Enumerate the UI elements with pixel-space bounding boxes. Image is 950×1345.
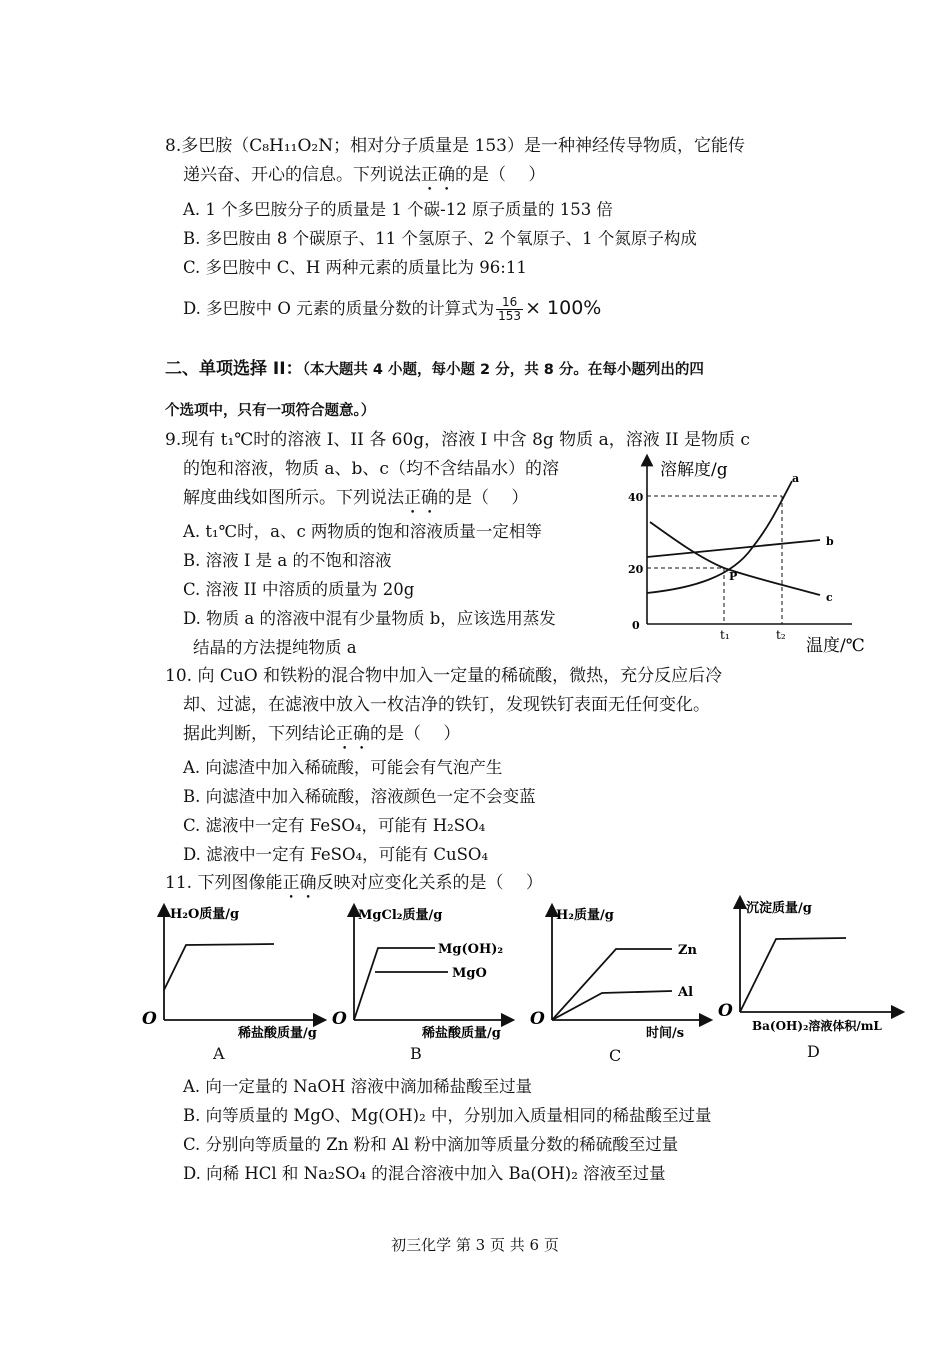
q11-option-b: B. 向等质量的 MgO、Mg(OH)₂ 中，分别加入质量相同的稀盐酸至过量 bbox=[183, 1106, 712, 1125]
curve-a bbox=[647, 481, 792, 593]
q9-option-a: A. t₁℃时，a、c 两物质的饱和溶液质量一定相等 bbox=[183, 522, 542, 541]
curve-a-label: a bbox=[792, 472, 800, 485]
q8-option-d bbox=[183, 296, 601, 323]
q11-graph-a-letter: A bbox=[213, 1044, 225, 1063]
graph-xlabel: 温度/℃ bbox=[806, 636, 865, 656]
q11-graph-b bbox=[330, 900, 520, 1040]
q8-option-b: B. 多巴胺由 8 个碳原子、11 个氢原子、2 个氧原子、1 个氮原子构成 bbox=[183, 229, 697, 248]
q11-graph-c-letter: C bbox=[609, 1046, 622, 1065]
tick-t1: t₁ bbox=[720, 628, 730, 642]
curve-h2o bbox=[164, 944, 274, 990]
curve-label-al: Al bbox=[678, 985, 694, 1000]
q11-stem-text: 11. 下列图像能 bbox=[165, 873, 283, 893]
q8-stem-line2 bbox=[183, 163, 545, 195]
q10-stem-end: 的是（ ） bbox=[370, 724, 461, 744]
q10-stem-line1: 10. 向 CuO 和铁粉的混合物中加入一定量的稀硫酸，微热，充分反应后冷 bbox=[165, 666, 723, 686]
q8-stem-text: 递兴奋、开心的信息。下列说法 bbox=[183, 165, 421, 185]
q9-option-c: C. 溶液 II 中溶质的质量为 20g bbox=[183, 580, 415, 599]
q11-graph-d-letter: D bbox=[807, 1042, 820, 1061]
q11-option-a: A. 向一定量的 NaOH 溶液中滴加稀盐酸至过量 bbox=[183, 1077, 533, 1096]
q11-stem-end: 反映对应变化关系的是（ ） bbox=[316, 873, 543, 893]
point-p-label: P bbox=[729, 570, 738, 583]
q8-option-a: A. 1 个多巴胺分子的质量是 1 个碳-12 原子质量的 153 倍 bbox=[183, 200, 613, 219]
tick-20: 20 bbox=[628, 563, 644, 576]
q11-graph-c bbox=[528, 900, 718, 1040]
section2-desc-line2 bbox=[165, 398, 375, 423]
q8-emphasis: 正确 bbox=[421, 165, 455, 185]
tick-0: 0 bbox=[632, 619, 640, 632]
curve-c bbox=[650, 522, 820, 595]
q10-option-c: C. 滤液中一定有 FeSO₄，可能有 H₂SO₄ bbox=[183, 816, 486, 835]
q11-option-d: D. 向稀 HCl 和 Na₂SO₄ 的混合溶液中加入 Ba(OH)₂ 溶液至过量 bbox=[183, 1164, 666, 1183]
q8-option-d-text: D. 多巴胺中 O 元素的质量分数的计算式为 bbox=[183, 299, 495, 318]
q11-graph-b-letter: B bbox=[410, 1044, 422, 1063]
graph-xlabel: 稀盐酸质量/g bbox=[238, 1026, 317, 1040]
origin-label: O bbox=[332, 1009, 347, 1029]
q11-emphasis: 正确 bbox=[282, 873, 317, 893]
curve-al bbox=[552, 991, 672, 1020]
q9-option-d-line2: 结晶的方法提纯物质 a bbox=[193, 638, 357, 657]
q11-option-c: C. 分别向等质量的 Zn 粉和 Al 粉中滴加等质量分数的稀硫酸至过量 bbox=[183, 1135, 679, 1154]
q9-stem-line3 bbox=[183, 486, 528, 518]
graph-ylabel: H₂质量/g bbox=[556, 908, 614, 923]
q10-option-d: D. 滤液中一定有 FeSO₄，可能有 CuSO₄ bbox=[183, 845, 489, 864]
graph-ylabel: H₂O质量/g bbox=[170, 907, 240, 922]
page-footer: 初三化学 第 3 页 共 6 页 bbox=[391, 1236, 559, 1254]
q10-option-b: B. 向滤渣中加入稀硫酸，溶液颜色一定不会变蓝 bbox=[183, 787, 536, 806]
q10-stem-line3 bbox=[183, 722, 460, 754]
q11-stem bbox=[165, 871, 543, 903]
curve-precipitate bbox=[740, 938, 846, 1012]
curve-label-mgoh2: Mg(OH)₂ bbox=[438, 942, 504, 957]
graph-xlabel: 稀盐酸质量/g bbox=[422, 1026, 501, 1040]
q9-stem-line2: 的饱和溶液，物质 a、b、c（均不含结晶水）的溶 bbox=[183, 459, 559, 479]
fraction-numerator: 16 bbox=[496, 296, 523, 310]
graph-ylabel: 溶解度/g bbox=[660, 460, 728, 480]
section2-desc-line1: （本大题共 4 小题，每小题 2 分，共 8 分。在每小题列出的四 bbox=[302, 362, 704, 378]
q8-fraction bbox=[496, 296, 523, 323]
q9-option-d-line1: D. 物质 a 的溶液中混有少量物质 b，应该选用蒸发 bbox=[183, 609, 556, 628]
q8-stem-end: 的是（ ） bbox=[455, 165, 546, 185]
q9-stem-text: 解度曲线如图所示。下列说法 bbox=[183, 488, 404, 508]
section2-desc-text: 个选项中，只有一项符合题意。） bbox=[165, 403, 376, 419]
q8-stem-line1: 8.多巴胺（C₈H₁₁O₂N；相对分子质量是 153）是一种神经传导物质，它能传 bbox=[165, 136, 745, 156]
q10-stem-line2: 却、过滤，在滤液中放入一枚洁净的铁钉，发现铁钉表面无任何变化。 bbox=[183, 695, 710, 715]
tick-t2: t₂ bbox=[776, 628, 786, 642]
curve-label-mgo: MgO bbox=[452, 966, 487, 981]
graph-ylabel: MgCl₂质量/g bbox=[358, 908, 443, 923]
graph-ylabel: 沉淀质量/g bbox=[746, 901, 812, 916]
q9-emphasis: 正确 bbox=[404, 488, 438, 508]
q8-option-d-math: × 100% bbox=[525, 297, 602, 319]
origin-label: O bbox=[530, 1009, 545, 1029]
origin-label: O bbox=[718, 1001, 733, 1021]
fraction-denominator: 153 bbox=[498, 309, 522, 323]
curve-mgoh2 bbox=[354, 948, 435, 1020]
curve-b bbox=[647, 540, 820, 557]
q10-emphasis: 正确 bbox=[336, 724, 370, 744]
q10-stem-text: 据此判断，下列结论 bbox=[183, 724, 336, 744]
q11-graph-d bbox=[718, 892, 908, 1037]
q9-stem-line1: 9.现有 t₁℃时的溶液 I、II 各 60g，溶液 I 中含 8g 物质 a，溶液 II 是物质 c bbox=[165, 430, 750, 450]
q9-solubility-graph bbox=[620, 448, 885, 660]
tick-40: 40 bbox=[628, 491, 644, 504]
section2-header bbox=[165, 357, 704, 382]
curve-c-label: c bbox=[826, 591, 833, 604]
q10-option-a: A. 向滤渣中加入稀硫酸，可能会有气泡产生 bbox=[183, 758, 503, 777]
q11-graph-a bbox=[140, 900, 330, 1040]
q8-option-c: C. 多巴胺中 C、H 两种元素的质量比为 96:11 bbox=[183, 258, 527, 277]
graph-xlabel: 时间/s bbox=[646, 1026, 685, 1040]
section2-title: 二、单项选择 II： bbox=[165, 359, 303, 379]
graph-xlabel: Ba(OH)₂溶液体积/mL bbox=[752, 1019, 882, 1033]
origin-label: O bbox=[142, 1009, 157, 1029]
q9-stem-end: 的是（ ） bbox=[438, 488, 529, 508]
q9-option-b: B. 溶液 I 是 a 的不饱和溶液 bbox=[183, 551, 392, 570]
curve-b-label: b bbox=[826, 535, 834, 548]
curve-label-zn: Zn bbox=[678, 943, 697, 958]
